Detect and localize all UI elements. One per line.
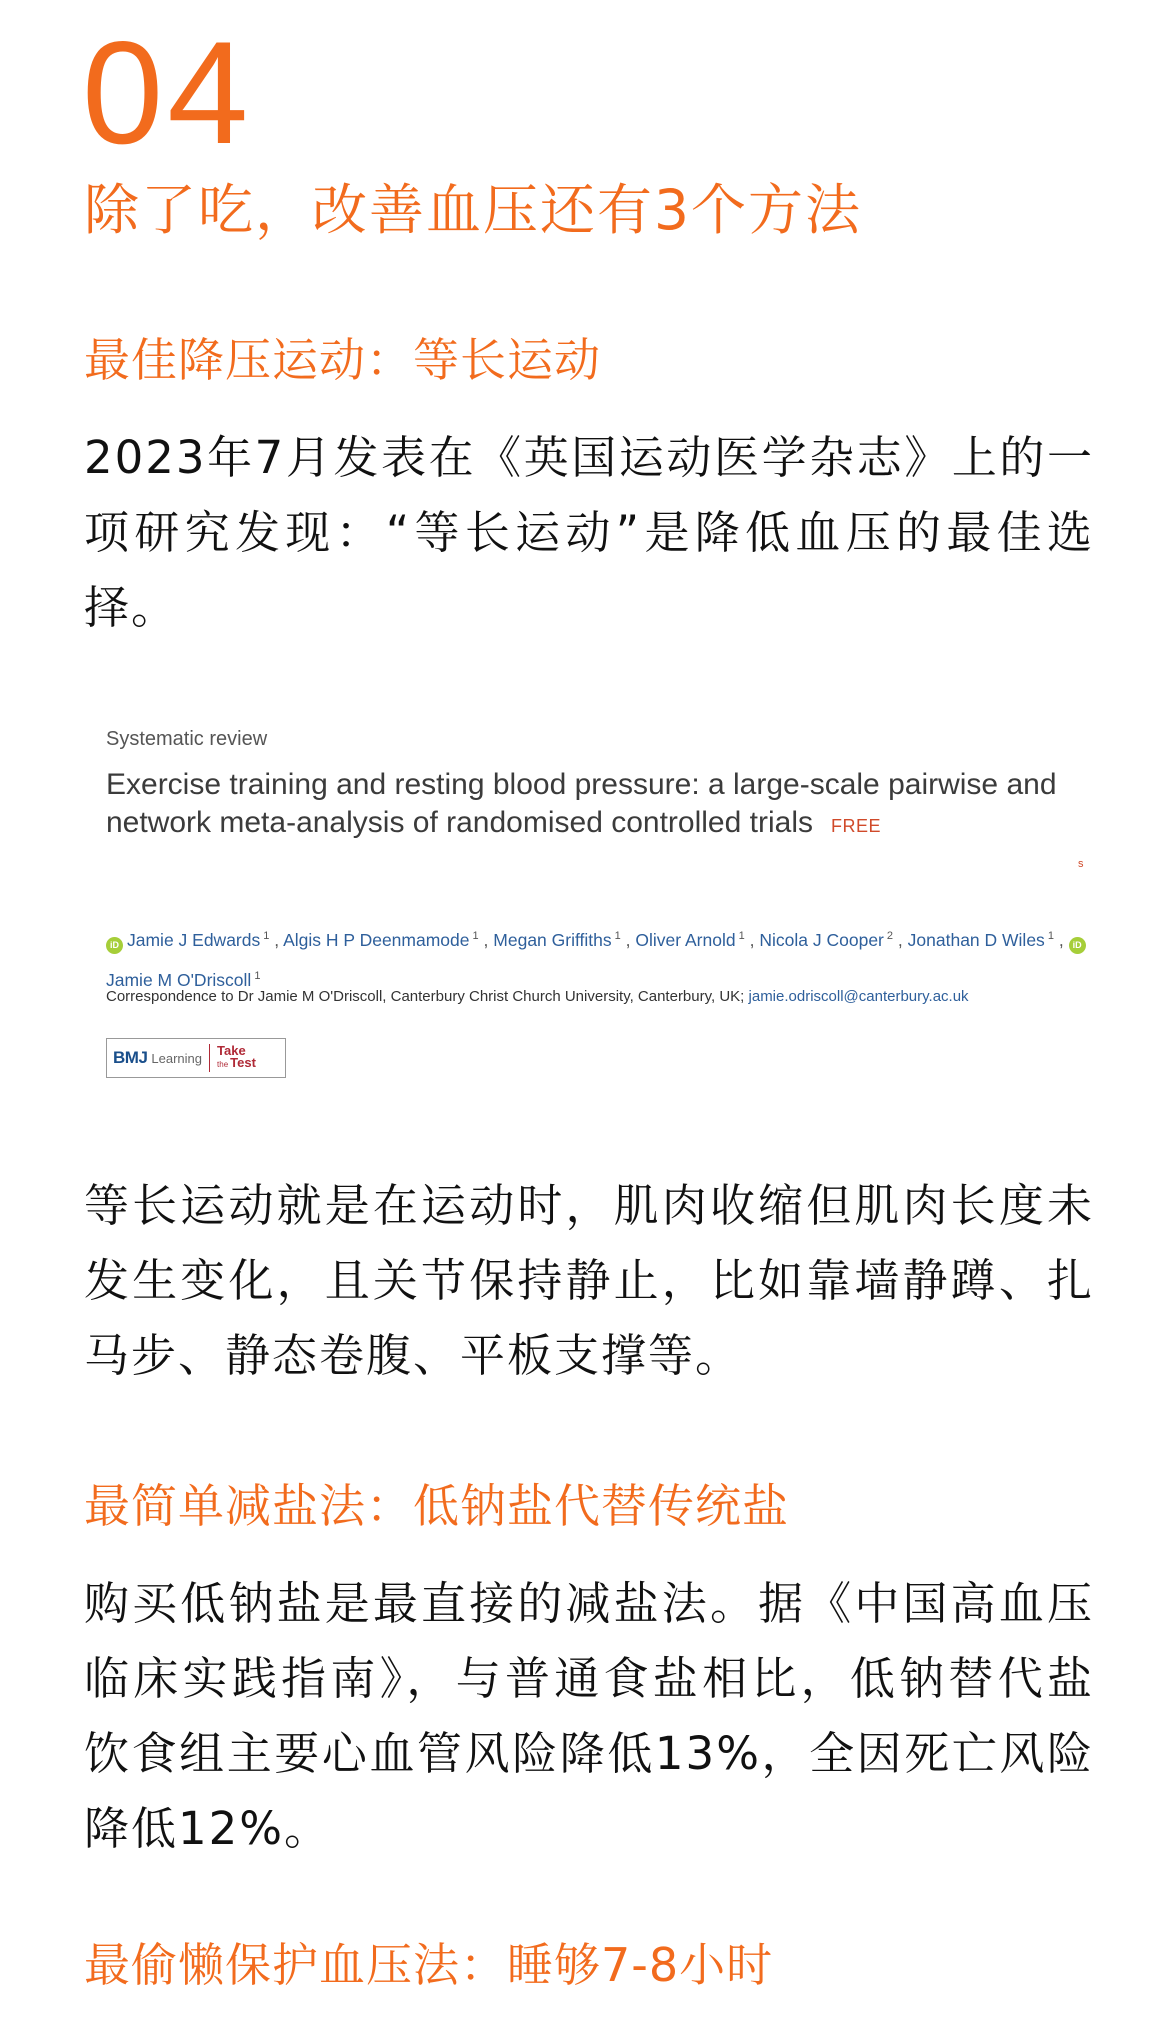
paper-title: Exercise training and resting blood pressure: a large-scale pairwise and network meta-analysis of randomised controlled trials (106, 768, 1057, 839)
take-text: Take (217, 1043, 246, 1058)
test-text: Test (230, 1055, 256, 1070)
author-affiliation: 1 (735, 930, 745, 942)
author-separator: , (893, 930, 908, 950)
author-separator: , (744, 930, 760, 950)
author-affiliation: 1 (260, 930, 270, 942)
author-item[interactable] (635, 930, 744, 950)
author-affiliation: 1 (469, 930, 479, 942)
method-heading-sleep: 最偷懒保护血压法：睡够7-8小时 (84, 1938, 774, 1992)
paper-snippet (96, 728, 1096, 1098)
author-affiliation: 1 (251, 970, 261, 982)
isometric-explanation: 等长运动就是在运动时，肌肉收缩但肌肉长度未发生变化，且关节保持静止，比如靠墙静蹲、扎马步、静态卷腹、平板支撑等。 (84, 1179, 1094, 1382)
author-separator: , (269, 930, 284, 950)
author-separator: , (1054, 930, 1069, 950)
author-affiliation: 1 (1044, 930, 1054, 942)
bmj-logo: BMJ (113, 1048, 148, 1067)
author-item[interactable] (759, 930, 893, 950)
author-name: Jamie J Edwards (127, 930, 261, 950)
author-separator: , (620, 930, 636, 950)
paper-title-block (106, 766, 1066, 845)
the-test-text (217, 1057, 256, 1071)
author-name: Jonathan D Wiles (907, 930, 1045, 950)
method-paragraph-salt: 购买低钠盐是最直接的减盐法。据《中国高血压临床实践指南》，与普通食盐相比，低钠替代盐饮食组主要心血管风险降低13%，全因死亡风险降低12%。 (84, 1577, 1094, 1855)
author-item[interactable] (493, 930, 621, 950)
free-badge: FREE (830, 816, 881, 836)
orcid-icon[interactable]: iD (1069, 937, 1086, 954)
method-heading-exercise: 最佳降压运动：等长运动 (84, 333, 601, 387)
author-name: Oliver Arnold (635, 930, 736, 950)
author-name: Megan Griffiths (493, 930, 612, 950)
author-item[interactable] (283, 930, 479, 950)
section-number: 04 (82, 11, 253, 174)
correspondence-email[interactable]: jamie.odriscoll@canterbury.ac.uk (748, 988, 969, 1005)
author-affiliation: 2 (883, 930, 894, 942)
author-list (106, 918, 1091, 998)
method-paragraph-exercise: 2023年7月发表在《英国运动医学杂志》上的一项研究发现：“等长运动”是降低血压的最佳选择。 (84, 431, 1094, 634)
correspondence-text: Correspondence to Dr Jamie M O'Driscoll, Canterbury Christ Church University, Canterbury, UK; (106, 988, 745, 1005)
paper-side-mark: s (1078, 858, 1084, 870)
paper-category: Systematic review (106, 728, 268, 750)
author-name: Algis H P Deenmamode (283, 930, 470, 950)
bmj-learning-badge[interactable] (106, 1038, 286, 1078)
author-separator: , (478, 930, 494, 950)
author-item[interactable] (106, 930, 269, 950)
bmj-learning-label: Learning (151, 1050, 203, 1066)
author-name: Nicola J Cooper (759, 930, 884, 950)
author-affiliation: 1 (611, 930, 621, 942)
correspondence (106, 988, 969, 1005)
take-the-test-label (217, 1045, 256, 1071)
orcid-icon[interactable]: iD (106, 937, 123, 954)
author-item[interactable] (908, 930, 1054, 950)
section-title: 除了吃，改善血压还有3个方法 (84, 178, 862, 242)
badge-divider (209, 1044, 210, 1072)
author-name: Jamie M O'Driscoll (106, 970, 252, 990)
the-text: the (217, 1060, 229, 1069)
method-heading-salt: 最简单减盐法：低钠盐代替传统盐 (84, 1479, 789, 1533)
